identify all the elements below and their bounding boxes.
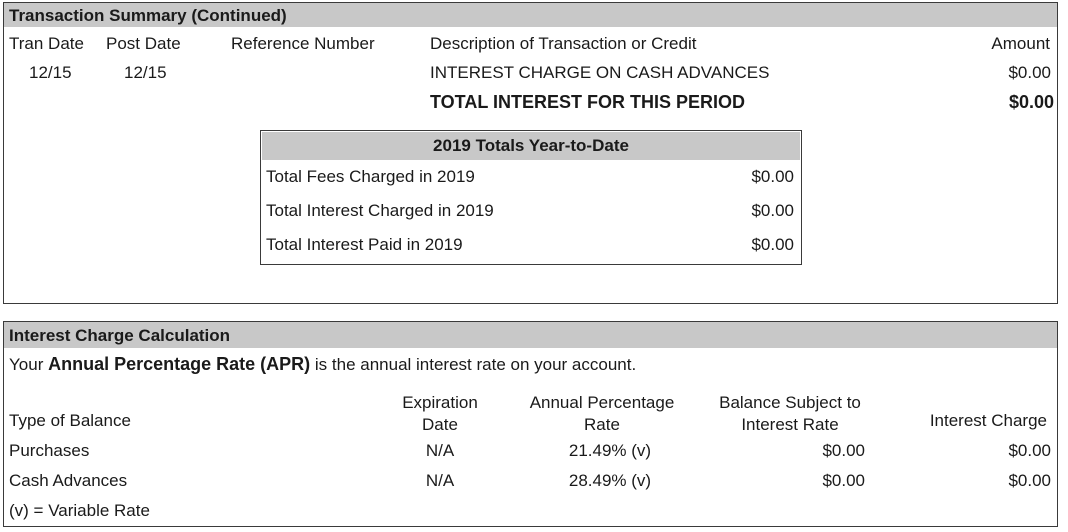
ytd-interest-charged-amount: $0.00 [751,201,794,220]
row-description: INTEREST CHARGE ON CASH ADVANCES [430,63,770,82]
header-balance [700,392,880,436]
row-charge: $0.00 [1008,471,1051,490]
apr-term: Annual Percentage Rate (APR) [48,354,311,374]
apr-prefix: Your [9,355,44,374]
row-tran-date: 12/15 [29,63,72,82]
total-interest-label: TOTAL INTEREST FOR THIS PERIOD [430,92,746,112]
header-apr-line2: Rate [584,415,620,434]
row-type: Cash Advances [9,471,128,490]
ytd-interest-paid-label: Total Interest Paid in 2019 [266,235,463,254]
row-post-date: 12/15 [124,63,167,82]
row-charge: $0.00 [1008,441,1051,460]
ytd-fees-label: Total Fees Charged in 2019 [266,167,475,186]
header-interest-charge: Interest Charge [929,411,1047,430]
header-tran-date: Tran Date [9,34,84,53]
row-balance: $0.00 [822,471,865,490]
header-reference-number: Reference Number [231,34,375,53]
row-expiration: N/A [425,471,455,490]
row-expiration: N/A [425,441,455,460]
header-apr-line1: Annual Percentage [529,393,675,412]
ytd-fees-amount: $0.00 [751,167,794,186]
header-expiration-line2: Date [422,415,458,434]
row-apr: 28.49% (v) [568,471,652,490]
header-expiration [380,392,500,436]
ytd-interest-paid-amount: $0.00 [751,235,794,254]
row-balance: $0.00 [822,441,865,460]
header-type-of-balance: Type of Balance [9,411,131,430]
total-interest-amount: $0.00 [1008,92,1054,112]
header-amount: Amount [991,34,1050,53]
apr-description [9,354,636,375]
ytd-interest-charged-label: Total Interest Charged in 2019 [266,201,494,220]
header-post-date: Post Date [106,34,181,53]
apr-suffix: is the annual interest rate on your account. [314,355,637,374]
row-apr: 21.49% (v) [568,441,652,460]
header-description: Description of Transaction or Credit [430,34,697,53]
interest-calc-title: Interest Charge Calculation [4,322,1057,348]
row-type: Purchases [9,441,90,460]
header-balance-line1: Balance Subject to [719,393,861,412]
header-expiration-line1: Expiration [402,393,478,412]
header-apr [512,392,692,436]
footnote: (v) = Variable Rate [9,501,150,520]
header-balance-line2: Interest Rate [741,415,839,434]
transaction-summary-title: Transaction Summary (Continued) [4,3,1057,27]
row-amount: $0.00 [1008,63,1051,82]
ytd-totals-title: 2019 Totals Year-to-Date [262,132,800,160]
